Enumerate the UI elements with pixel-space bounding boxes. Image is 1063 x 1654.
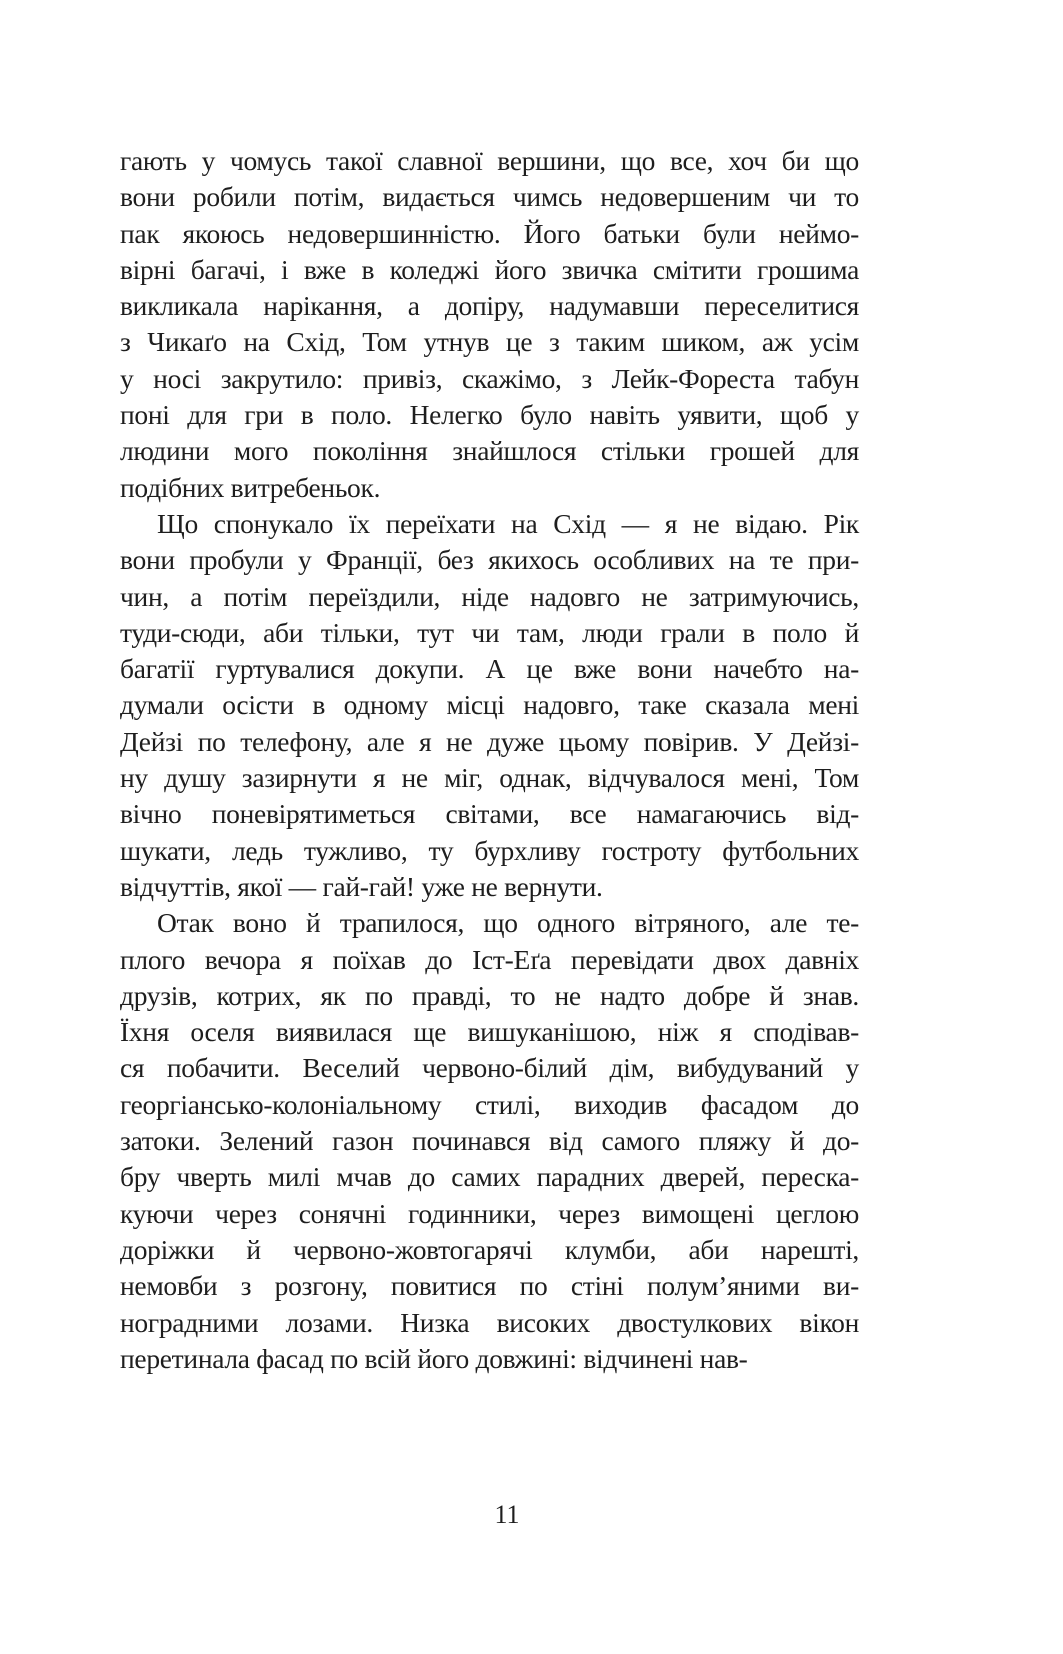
- page-body: [120, 143, 859, 1377]
- paragraph: [120, 506, 859, 905]
- text-line: георгіансько-колоніальному стилі, виходив фасадом до: [120, 1088, 859, 1120]
- text-line: Їхня оселя виявилася ще вишуканішою, ніж я сподівав-: [120, 1016, 859, 1048]
- text-line: викликала нарікання, а допіру, надумавши переселитися: [120, 290, 859, 322]
- text-line: доріжки й червоно-жовтогарячі клумби, аби нарешті,: [120, 1233, 859, 1265]
- text-line: Що спонукало їх переїхати на Схід — я не відаю. Рік: [157, 507, 859, 539]
- paragraph: [120, 905, 859, 1377]
- text-line: вічно поневірятиметься світами, все намагаючись від-: [120, 798, 859, 830]
- text-line: Дейзі по телефону, але я не дуже цьому повірив. У Дейзі-: [120, 725, 859, 757]
- text-line: чин, а потім переїздили, ніде надовго не затримуючись,: [120, 580, 859, 612]
- text-line: думали осісти в одному місці надовго, таке сказала мені: [120, 689, 859, 721]
- text-line: гають у чомусь такої славної вершини, що все, хоч би що: [120, 145, 859, 176]
- text-line: перетинала фасад по всій його довжині: відчинені нав-: [120, 1342, 748, 1374]
- text-line: вони робили потім, видається чимсь недовершеним чи то: [120, 181, 859, 213]
- text-line: ся побачити. Веселий червоно-білий дім, вибудуваний у: [120, 1052, 859, 1084]
- page-number: 11: [494, 1500, 520, 1529]
- text-line: шукати, ледь тужливо, ту бурхливу гостроту футбольних: [120, 834, 859, 866]
- text-line: друзів, котрих, як по правді, то не надто добре й знав.: [120, 979, 859, 1011]
- text-line: з Чикаґо на Схід, Том утнув це з таким шиком, аж усім: [120, 326, 859, 358]
- text-line: поні для гри в поло. Нелегко було навіть уявити, щоб у: [120, 399, 859, 431]
- text-line: людини мого покоління знайшлося стільки грошей для: [120, 435, 859, 467]
- text-line: затоки. Зелений газон починався від самого пляжу й до-: [120, 1125, 859, 1157]
- paragraph: [120, 143, 859, 506]
- text-line: плого вечора я поїхав до Іст-Еґа перевідати двох давніх: [120, 943, 859, 975]
- text-line: подібних витребеньок.: [120, 471, 381, 503]
- text-line: вірні багачі, і вже в коледжі його звичка смітити грошима: [120, 253, 859, 285]
- text-line: немовби з розгону, повитися по стіні полум’яними ви-: [120, 1270, 859, 1302]
- text-line: Отак воно й трапилося, що одного вітряного, але те-: [157, 907, 859, 939]
- text-line: у носі закрутило: привіз, скажімо, з Лейк-Фореста табун: [120, 362, 859, 394]
- text-line: ну душу зазирнути я не міг, однак, відчувалося мені, Том: [120, 762, 859, 794]
- text-line: вони пробули у Франції, без якихось особливих на те при-: [120, 544, 859, 576]
- text-line: куючи через сонячні годинники, через вимощені цеглою: [120, 1197, 859, 1229]
- text-line: ноградними лозами. Низка високих двостулкових вікон: [120, 1306, 859, 1338]
- text-line: відчуттів, якої — гай-гай! уже не вернути.: [120, 870, 603, 902]
- text-line: багатії гуртувалися докупи. А це вже вони начебто на-: [120, 653, 859, 685]
- text-line: туди-сюди, аби тільки, тут чи там, люди грали в поло й: [120, 616, 859, 648]
- text-line: бру чверть милі мчав до самих парадних дверей, переска-: [120, 1161, 859, 1193]
- text-line: пак якоюсь недовершинністю. Його батьки були неймо-: [120, 217, 859, 249]
